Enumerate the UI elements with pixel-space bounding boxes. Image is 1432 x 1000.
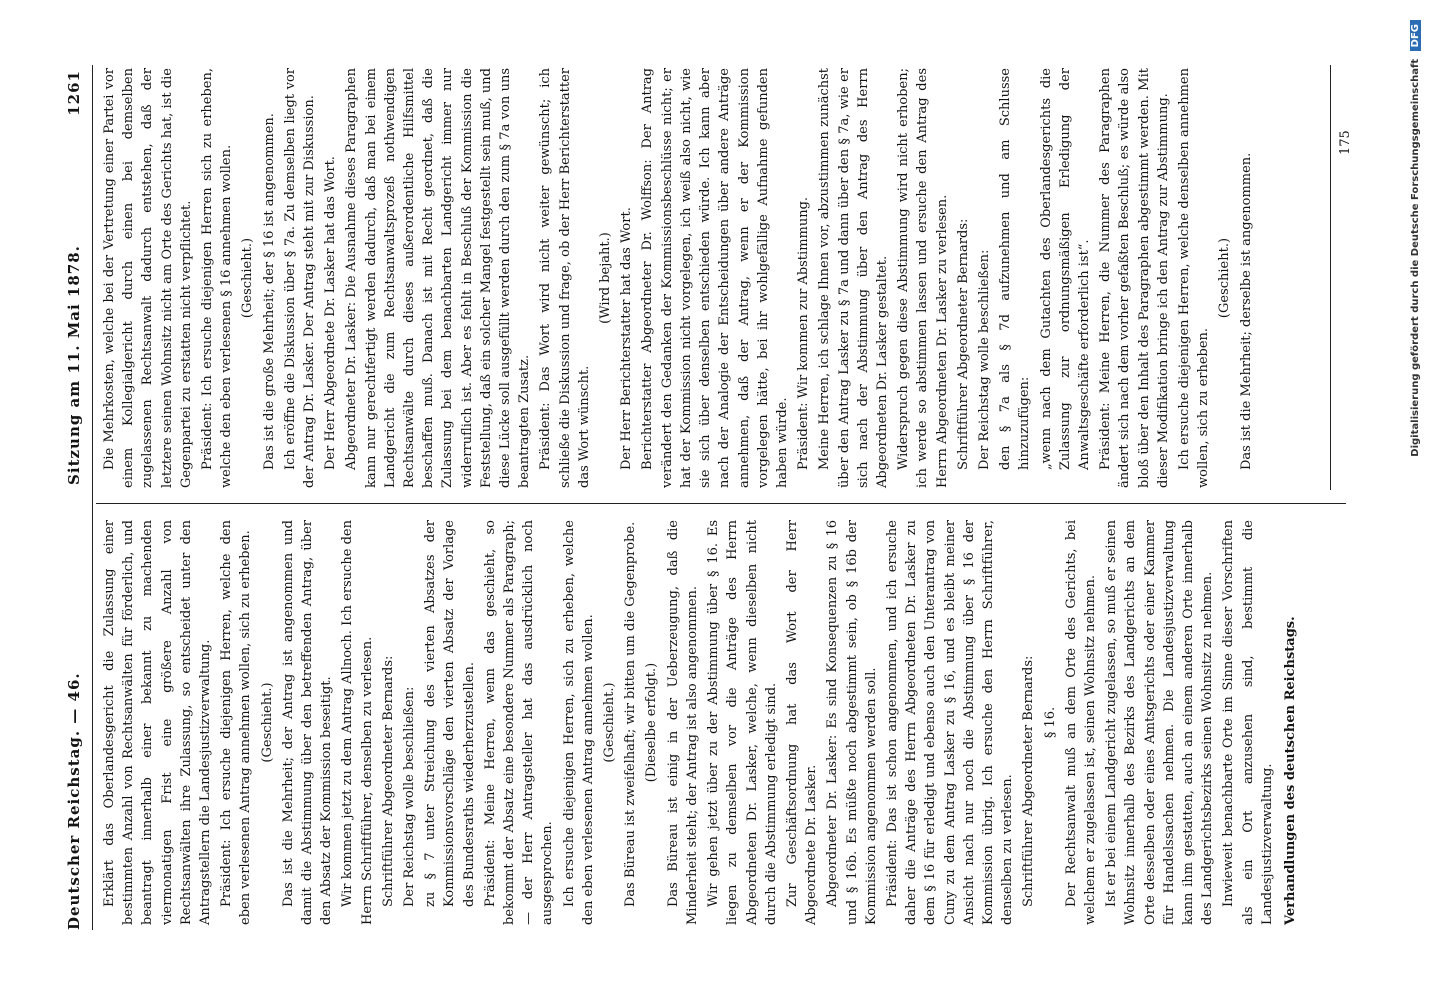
paragraph: Schriftführer Abgeordneter Bernards: [955, 218, 971, 470]
paragraph: Abgeordneter Dr. Lasker: Die Ausnahme dieses Paragraphen kann nur gerechtfertigt werden dadurch, daß man bei einem Landgericht die zum Rechtsanwaltsprozeß nothwendigen Rechtsanwälte durch dieses außerordentliche Hilfsmittel beschaffen muß. Danach ist mit Recht geordnet, daß die Zulassung bei dem benachbarten Landgericht immer nur widerruflich ist. Aber es fehlt in Beschluß der Kommission die Feststellung, daß ein solcher Mangel festgestellt sein muß, und diese Lücke soll ausgefüllt werden durch den zum § 7a von uns beantragten Zusatz. [344, 68, 533, 488]
paragraph: Das ist die große Mehrheit; der § 16 ist angenommen. [261, 113, 277, 470]
paragraph: Schriftführer Abgeordneter Bernards: [1021, 655, 1037, 907]
proceedings-footer: Verhandlungen des deutschen Reichstags. [1282, 616, 1298, 925]
paragraph: Erklärt das Oberlandesgericht die Zulassung einer bestimmten Anzahl von Rechtsanwälten für förderlich, und beantragt innerhalb einer bekannt zu machenden viermonatigen Frist eine größere Anzahl von Rechtsanwälten ihre Zulassung, so entscheidet unter den Antragstellern die Landesjustizverwaltung. [102, 520, 214, 925]
paragraph: Präsident: Das Wort wird nicht weiter gewünscht; ich schließe die Diskussion und frage, ob der Herr Berichterstatter das Wort wünscht. [538, 68, 592, 488]
paragraph: (Geschieht.) [259, 682, 275, 763]
paragraph: Zur Geschäftsordnung hat das Wort der Herr Abgeordnete Dr. Lasker. [784, 520, 820, 925]
column-divider [96, 503, 1346, 504]
running-head-left: Deutscher Reichstag. — 46. [65, 672, 83, 930]
paragraph: „wenn nach dem Gutachten des Oberlandesgerichts die Zulassung zur ordnungsmäßigen Erledigung der Anwaltsgeschäfte erforderlich ist“. [1038, 68, 1092, 470]
paragraph: Die Mehrkosten, welche bei der Vertretung einer Partei vor einem Kollegialgericht durch einen bei demselben zugelassenen Rechtsanwalt dadurch entstehen, daß der letztere seinen Wohnsitz nicht am Orte des Gerichts hat, ist die Gegenpartei zu erstatten nicht verpflichtet. [102, 68, 194, 488]
paragraph: (Wird bejaht.) [598, 232, 614, 324]
running-head-center: Sitzung am 11. Mai 1878. [65, 245, 83, 485]
signature-mark: 175 [1338, 130, 1353, 155]
paragraph: Präsident: Meine Herren, die Nummer des Paragraphen ändert sich nach dem vorher gefaßten Beschluß; es würde also bloß über den Inhalt des Paragraphen abgestimmt werden. Mit dieser Modifikation bringe ich den Antrag zur Abstimmung. [1098, 68, 1171, 488]
paragraph: (Geschieht.) [1217, 237, 1233, 319]
paragraph: Inwieweit benachbarte Orte im Sinne dieser Vorschriften als ein Ort anzusehen sind, bestimmt die Landesjustizverwaltung. [1221, 520, 1275, 925]
paragraph: Das Büreau ist zweifelhaft; wir bitten um die Gegenprobe. [623, 521, 639, 907]
paragraph: zu § 7 unter Streichung des vierten Absatzes der Kommissionsvorschläge den vierten Absatz der Vorlage des Bundesraths wiederherzustellen. [423, 520, 477, 907]
paragraph: (Geschieht.) [240, 237, 256, 319]
paragraph: Ich ersuche diejenigen Herren, sich zu erheben, welche den eben verlesenen Antrag annehmen wollen. [561, 520, 596, 925]
left-column [100, 520, 1302, 925]
page-number: 1261 [65, 70, 83, 116]
paragraph: Schriftführer Abgeordneter Bernards: [380, 655, 396, 907]
paragraph: Wir kommen jetzt zu dem Antrag Allnoch. Ich ersuche den Herrn Schriftführer, denselben zu verlesen. [340, 520, 375, 925]
paragraph: Präsident: Wir kommen zur Abstimmung. [796, 196, 812, 470]
paragraph: Das ist die Mehrheit; derselbe ist angenommen. [1238, 152, 1254, 470]
dfg-logo: DFG [1410, 20, 1421, 51]
paragraph: Präsident: Ich ersuche diejenigen Herren sich zu erheben, welche den eben verlesenen § 16 annehmen wollen. [200, 68, 235, 488]
paragraph: Der Reichstag wolle beschließen: [402, 686, 418, 907]
paragraph: den § 7a als § 7d aufzunehmen und am Schlusse hinzuzufügen: [998, 68, 1033, 470]
paragraph: Widerspruch gegen diese Abstimmung wird nicht erhoben; ich werde so abstimmen lassen und ersuche den Antrag des Herrn Abgeordneten Dr. Lasker zu verlesen. [896, 68, 950, 488]
paragraph: (Dieselbe erfolgt.) [644, 662, 660, 783]
paragraph: Der Herr Berichterstatter hat das Wort. [619, 207, 635, 470]
digitization-note [1410, 20, 1421, 480]
paragraph: Der Herr Abgeordnete Dr. Lasker hat das Wort. [323, 156, 339, 470]
paragraph: Ich eröffne die Diskussion über § 7a. Zu demselben liegt vor der Antrag Dr. Lasker. Der Antrag steht mit zur Diskussion. [282, 68, 318, 488]
paragraph: Präsident: Meine Herren, wenn das geschieht, so bekommt der Absatz eine besondere Nummer als Paragraph; — der Herr Antragsteller hat das ausdrücklich noch ausgesprochen. [482, 520, 556, 925]
paragraph: § 16. [1042, 706, 1058, 739]
paragraph: Der Reichstag wolle beschließen: [976, 249, 992, 470]
paragraph: (Geschieht.) [602, 682, 618, 763]
paragraph: Meine Herren, ich schlage Ihnen vor, abzustimmen zunächst über den Antrag Lasker zu § 7a und dann über den § 7a, wie er sich nach der Abstimmung über den Antrag des Herrn Abgeordneten Dr. Lasker gestaltet. [817, 68, 890, 488]
paragraph: Ist er bei einem Landgericht zugelassen, so muß er seinen Wohnsitz innerhalb des Bezirks des Landgerichts an dem Orte desselben oder eines Amtsgerichts oder einer Kammer für Handelssachen nehmen. Die Landesjustizverwaltung kann ihm gestatten, auch an einem anderen Orte innerhalb des Landgerichtsbezirks seinen Wohnsitz zu nehmen. [1104, 520, 1216, 925]
paragraph: Wir gehen jetzt über zu der Abstimmung über § 16. Es liegen zu demselben vor die Anträge des Herrn Abgeordneten Dr. Lasker, welche, wenn dieselben nicht durch die Abstimmung erledigt sind. [706, 520, 779, 925]
paragraph: Der Rechtsanwalt muß an dem Orte des Gerichts, bei welchem er zugelassen ist, seinen Wohnsitz nehmen. [1063, 520, 1098, 925]
paragraph: Das ist die Mehrheit; der Antrag ist angenommen und damit die Abstimmung über den betreffenden Antrag, über den Absatz der Kommission beseitigt. [280, 520, 335, 925]
header-rule [92, 65, 93, 930]
digitization-text: Digitalisierung gefördert durch die Deutsche Forschungsgemeinschaft [1410, 58, 1421, 457]
paragraph: Berichterstatter Abgeordneter Dr. Wolffson: Der Antrag verändert den Gedanken der Kommissionsbeschlüsse nicht; er hat der Kommission nicht vorgelegen, ich weiß also nicht, wie sie sich über denselben entschieden würde. Ich kann aber nach der Analogie der Entscheidungen über andere Anträge annehmen, daß der Antrag, wenn er der Kommission vorgelegen hätte, bei ihr wohlgefällige Aufnahme gefunden haben würde. [640, 68, 790, 488]
right-column-end-rule [1330, 65, 1331, 490]
paragraph: Abgeordneter Dr. Lasker: Es sind Konsequenzen zu § 16 und § 16b. Es müßte noch abgestimmt sein, ob § 16b der Kommission angenommen werden soll. [825, 520, 879, 925]
right-column [100, 68, 1258, 488]
paragraph: Ich ersuche diejenigen Herren, welche denselben annehmen wollen, sich zu erheben. [1176, 68, 1212, 488]
paragraph: Präsident: Ich ersuche diejenigen Herren, welche den eben verlesenen Antrag annehmen wollen, sich zu erheben. [219, 520, 254, 925]
paragraph: Präsident: Das ist schon angenommen, und ich ersuche daher die Anträge des Herrn Abgeordneten Dr. Lasker zu dem § 16 für erledigt und ebenso auch den Unterantrag von Cuny zu dem Antrag Lasker zu § 16, und es bleibt meiner Ansicht nach nur noch die Abstimmung über § 16 der Kommission übrig. Ich ersuche den Herrn Schriftführer, denselben zu verlesen. [884, 520, 1016, 925]
paragraph: Das Büreau ist einig in der Ueberzeugung, daß die Minderheit steht; der Antrag ist also angenommen. [665, 520, 700, 925]
